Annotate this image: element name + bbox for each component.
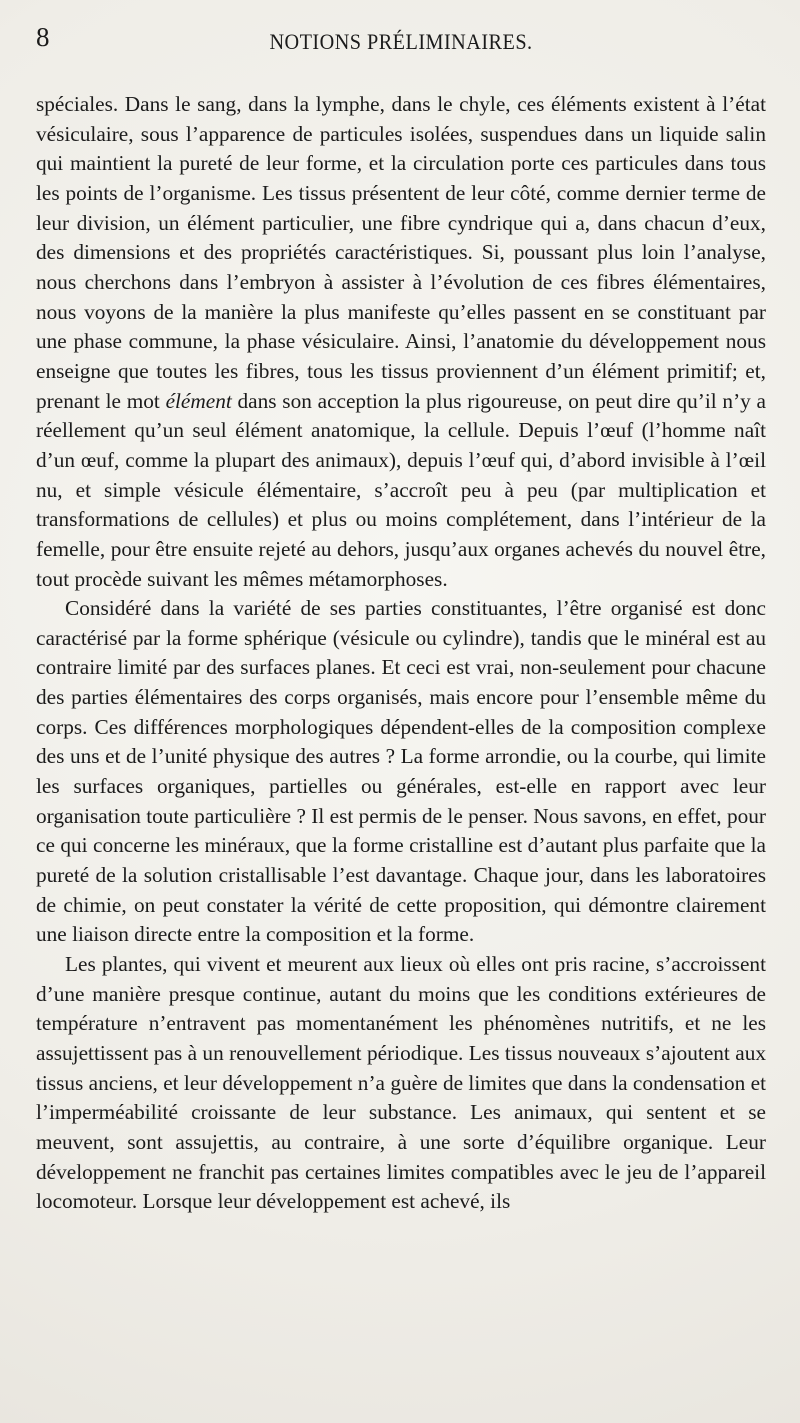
running-header — [36, 24, 766, 64]
paragraph-1-text-after: dans son acception la plus rigoureuse, on peut dire qu’il n’y a réellement qu’un seul élément anatomique, la cellule. Depuis l’œuf (l’homme naît d’un œuf, comme la plupart des animaux), depuis l’œuf qui, d’abord invisible à l’œil nu, et simple vésicule élémentaire, s’accroît peu à peu (par multiplication et transformations de cellules) et plus ou moins complétement, dans l’intérieur de la femelle, pour être ensuite rejeté au dehors, jusqu’aux organes achevés du nouvel être, tout procède suivant les mêmes métamorphoses. — [36, 388, 766, 591]
body-text — [36, 90, 766, 1217]
paragraph-1 — [36, 90, 766, 594]
paragraph-3: Les plantes, qui vivent et meurent aux lieux où elles ont pris racine, s’accroissent d’une manière presque continue, autant du moins que les conditions extérieures de température n’entravent pas momentanément les phénomènes nutritifs, et ne les assujettissent pas à un renouvellement périodique. Les tissus nouveaux s’ajoutent aux tissus anciens, et leur développement n’a guère de limites que dans la condensation et l’imperméabilité croissante de leur substance. Les animaux, qui sentent et se meuvent, sont assujettis, au contraire, à une sorte d’équilibre organique. Leur développement ne franchit pas certaines limites compatibles avec le jeu de l’appareil locomoteur. Lorsque leur développement est achevé, ils — [36, 952, 766, 1214]
running-title: NOTIONS PRÉLIMINAIRES. — [269, 29, 533, 54]
paragraph-2: Considéré dans la variété de ses parties constituantes, l’être organisé est donc caractérisé par la forme sphérique (vésicule ou cylindre), tandis que le minéral est au contraire limité par des surfaces planes. Et ceci est vrai, non-seulement pour chacune des parties élémentaires des corps organisés, mais encore pour l’ensemble même du corps. Ces différences morphologiques dépendent-elles de la composition complexe des uns et de l’unité physique des autres ? La forme arrondie, ou la courbe, qui limite les surfaces organiques, partielles ou générales, est-elle en rapport avec leur organisation toute particulière ? Il est permis de le penser. Nous savons, en effet, pour ce qui concerne les minéraux, que la forme cristalline est d’autant plus parfaite que la pureté de la solution cristallisable l’est davantage. Chaque jour, dans les laboratoires de chimie, on peut constater la vérité de cette proposition, qui démontre clairement une liaison directe entre la composition et la forme. — [36, 596, 766, 947]
page-number: 8 — [36, 22, 50, 52]
paragraph-1-text-before: spéciales. Dans le sang, dans la lymphe, dans le chyle, ces éléments existent à l’état vésiculaire, sous l’apparence de particules isolées, suspendues dans un liquide salin qui maintient la pureté de leur forme, et la circulation porte ces particules dans tous les points de l’organisme. Les tissus présentent de leur côté, comme dernier terme de leur division, un élément particulier, une fibre cyndrique qui a, dans chacun d’eux, des dimensions et des propriétés caractéristiques. Si, poussant plus loin l’analyse, nous cherchons dans l’embryon à assister à l’évolution de ces fibres élémentaires, nous voyons de la manière la plus manifeste qu’elles passent en se constituant par une phase commune, la phase vésiculaire. Ainsi, l’anatomie du développement nous enseigne que toutes les fibres, tous les tissus proviennent d’un élément primitif; et, prenant le mot — [36, 92, 766, 413]
italic-emphasis: élément — [165, 388, 232, 413]
